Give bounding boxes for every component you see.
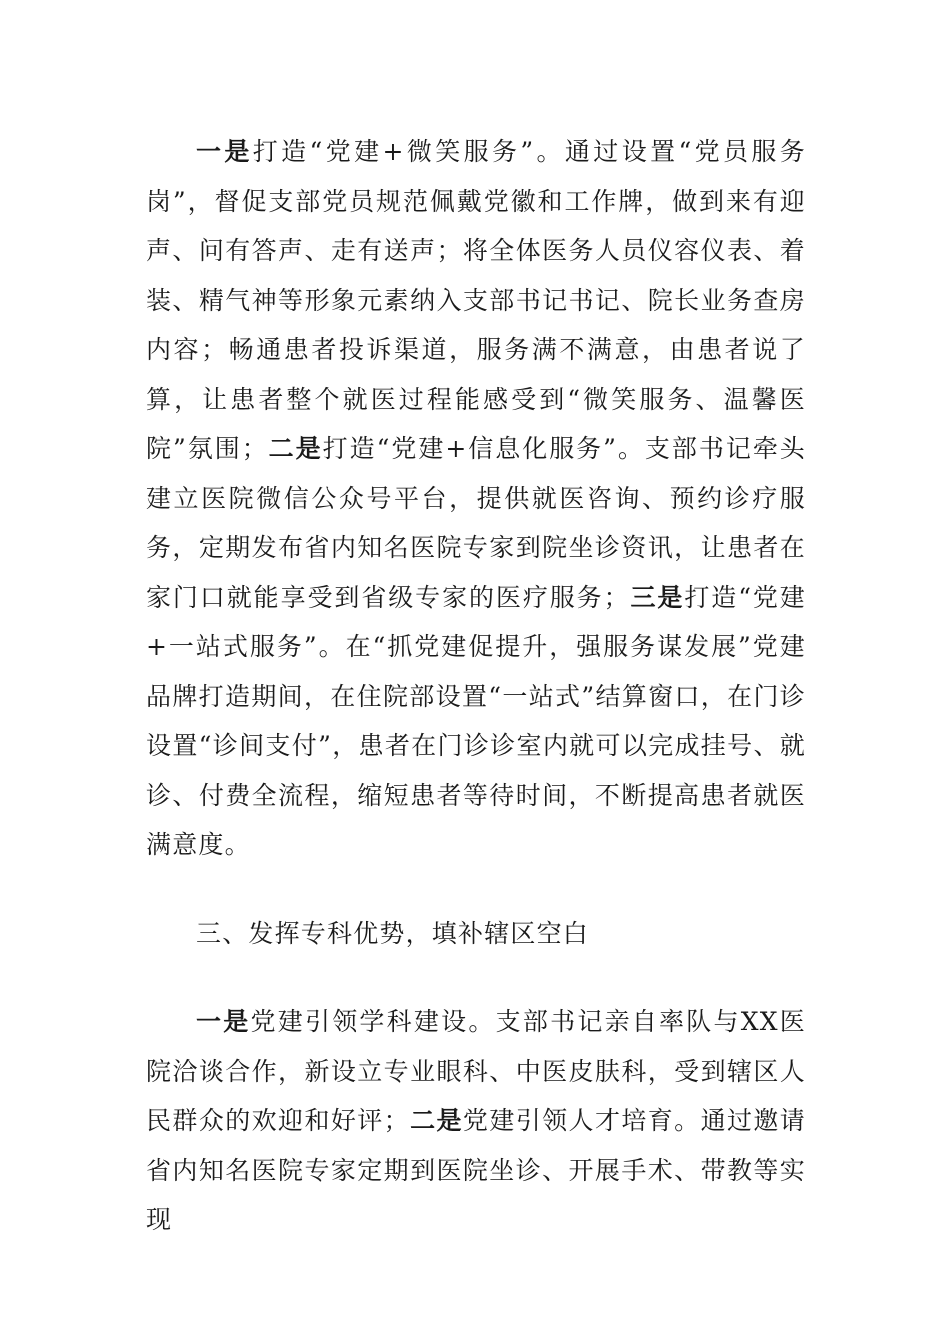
text-segment: 党建引领人才培育。通过邀请省内知名医院专家定期到医院坐诊、开展手术、带教等实现 (146, 1106, 806, 1234)
text-segment: 打造“党建+信息化服务”。支部书记牵头建立医院微信公众号平台，提供就医咨询、预约诊疗服务，定期发布省内知名医院专家到院坐诊资讯，让患者在家门口就能享受到省级专家的医疗服务； (146, 434, 807, 612)
text-segment: 打造“党建+微笑服务”。通过设置“党员服务岗”，督促支部党员规范佩戴党徽和工作牌，做到来有迎声、问有答声、走有送声；将全体医务人员仪容仪表、着装、精气神等形象元素纳入支部书记书记、院长业务查房内容；畅通患者投诉渠道，服务满不满意，由患者说了算，让患者整个就医过程能感受到“微笑服务、温馨医院”氛围； (146, 137, 806, 463)
bold-lead-2: 二是 (409, 1106, 463, 1135)
bold-lead-2: 二是 (267, 434, 323, 463)
bold-lead-3: 三是 (629, 582, 685, 612)
text-segment: 党建引领学科建设。支部书记亲自率队与XX医院洽谈合作，新设立专业眼科、中医皮肤科，受到辖区人民群众的欢迎和好评； (146, 1007, 806, 1135)
paragraph-2 (146, 997, 806, 1245)
bold-lead-1: 一是 (196, 137, 253, 166)
section-heading: 三、发挥专科优势，填补辖区空白 (196, 919, 590, 948)
paragraph-2-text (146, 997, 806, 1245)
text-segment: 打造“党建+一站式服务”。在“抓党建促提升，强服务谋发展”党建品牌打造期间，在住院部设置“一站式”结算窗口，在门诊设置“诊间支付”，患者在门诊诊室内就可以完成挂号、就诊、付费全流程，缩短患者等待时间，不断提高患者就医满意度。 (146, 582, 807, 859)
paragraph-1 (146, 127, 806, 870)
bold-lead-1: 一是 (196, 1007, 251, 1036)
paragraph-1-text (146, 127, 806, 870)
